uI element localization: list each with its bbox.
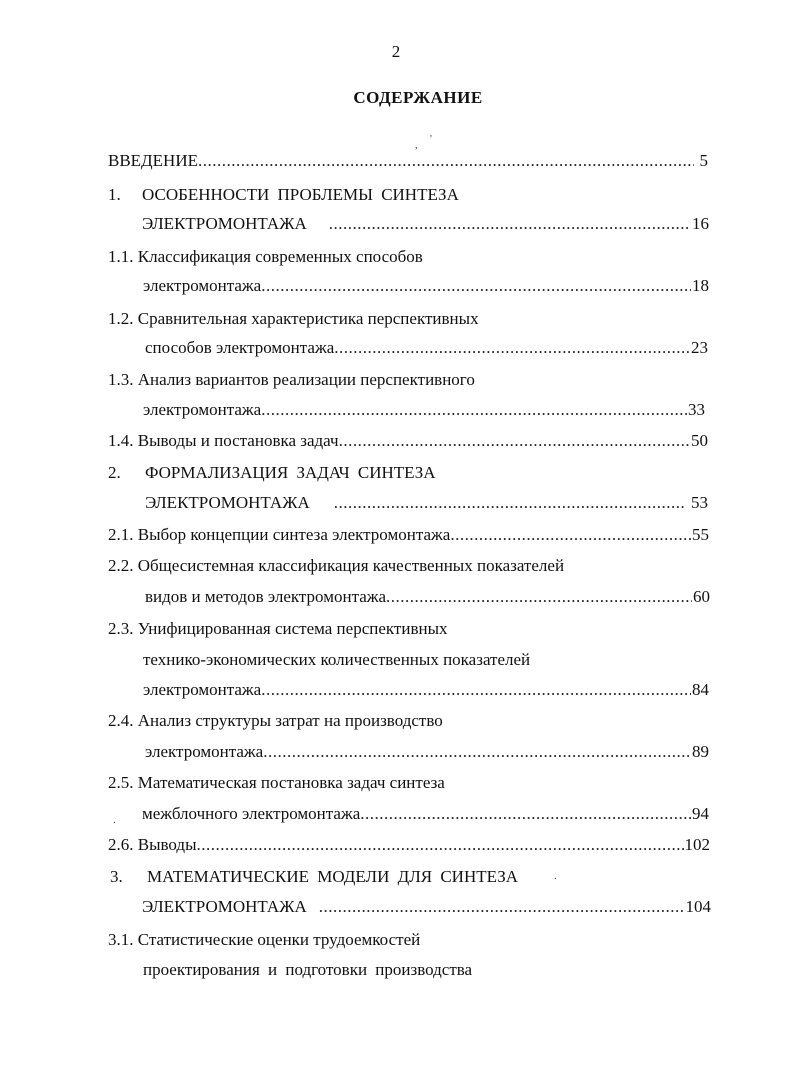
toc-entry-label: ВВЕДЕНИЕ	[108, 151, 198, 170]
toc-chapter-number: 3.	[110, 867, 123, 886]
scan-mark: '	[430, 133, 432, 145]
toc-entry-page: 53	[691, 493, 708, 512]
toc-title: СОДЕРЖАНИЕ	[353, 88, 483, 107]
toc-entry-heading: 1.1. Классификация современных способов	[108, 247, 423, 266]
toc-entry-label: видов и методов электромонтажа	[145, 587, 387, 606]
dot-leader	[198, 149, 694, 173]
toc-entry-label: 2.6. Выводы	[108, 835, 197, 854]
toc-entry-page: 60	[693, 587, 710, 606]
toc-entry-page: 84	[692, 680, 709, 699]
toc-entry-page: 50	[691, 431, 708, 450]
toc-entry-label: ЭЛЕКТРОМОНТАЖА	[142, 897, 307, 916]
toc-entry-1-1[interactable]	[143, 274, 709, 298]
toc-entry-label: межблочного электромонтажа	[142, 804, 361, 823]
toc-entry-chapter-3[interactable]	[142, 895, 711, 919]
toc-entry-heading-cont: технико-экономических количественных показателей	[143, 650, 531, 669]
toc-entry-label: способов электромонтажа	[145, 338, 335, 357]
toc-chapter-number: 2.	[108, 463, 121, 482]
dot-leader	[334, 336, 690, 360]
toc-entry-heading: 2.2. Общесистемная классификация качественных показателей	[108, 556, 565, 575]
toc-entry-label: электромонтажа	[143, 680, 262, 699]
dot-leader	[261, 678, 691, 702]
toc-entry-2-1[interactable]	[108, 523, 709, 547]
toc-entry-page: 16	[692, 214, 709, 233]
toc-entry-label: 1.4. Выводы и постановка задач	[108, 431, 339, 450]
toc-entry-introduction[interactable]	[108, 149, 708, 173]
toc-entry-heading: 2.3. Унифицированная система перспективных	[108, 619, 448, 638]
toc-entry-page: 89	[692, 742, 709, 761]
dot-leader	[261, 274, 691, 298]
toc-entry-heading: 2.5. Математическая постановка задач синтеза	[108, 773, 445, 792]
dot-leader	[261, 398, 687, 422]
toc-entry-1-4[interactable]	[108, 429, 708, 453]
toc-entry-page: 104	[685, 897, 711, 916]
toc-entry-page: 94	[692, 804, 709, 823]
toc-entry-1-2[interactable]	[145, 336, 708, 360]
dot-leader	[310, 491, 685, 515]
toc-entry-heading: 1.3. Анализ вариантов реализации перспективного	[108, 370, 475, 389]
dot-leader	[263, 740, 691, 764]
toc-chapter-title: МАТЕМАТИЧЕСКИЕ МОДЕЛИ ДЛЯ СИНТЕЗА	[147, 867, 518, 886]
toc-entry-page: 18	[692, 276, 709, 295]
toc-entry-page: 5	[699, 151, 708, 170]
dot-leader	[307, 212, 691, 236]
toc-entry-page: 33	[688, 400, 705, 419]
toc-chapter-number: 1.	[108, 185, 121, 204]
toc-entry-2-6[interactable]	[108, 833, 710, 857]
toc-entry-chapter-2[interactable]	[145, 491, 708, 515]
toc-entry-2-4[interactable]	[145, 740, 709, 764]
toc-entry-label: электромонтажа	[145, 742, 264, 761]
toc-entry-chapter-1[interactable]	[142, 212, 709, 236]
toc-entry-page: 23	[691, 338, 708, 357]
dot-leader	[360, 802, 691, 826]
dot-leader	[339, 429, 690, 453]
toc-chapter-title: ФОРМАЛИЗАЦИЯ ЗАДАЧ СИНТЕЗА	[145, 463, 436, 482]
dot-leader	[307, 895, 685, 919]
toc-entry-heading-cont: проектирования и подготовки производства	[143, 960, 473, 979]
toc-entry-label: 2.1. Выбор концепции синтеза электромонтажа	[108, 525, 451, 544]
toc-entry-1-3[interactable]	[143, 398, 705, 422]
toc-entry-page: 102	[684, 835, 710, 854]
toc-entry-2-2[interactable]	[145, 585, 710, 609]
scan-mark: ,	[415, 139, 418, 151]
toc-entry-label: электромонтажа	[143, 400, 262, 419]
toc-entry-label: ЭЛЕКТРОМОНТАЖА	[145, 493, 310, 512]
scan-mark: .	[554, 870, 557, 882]
toc-chapter-title: ОСОБЕННОСТИ ПРОБЛЕМЫ СИНТЕЗА	[142, 185, 459, 204]
dot-leader	[386, 585, 692, 609]
toc-entry-label: ЭЛЕКТРОМОНТАЖА	[142, 214, 307, 233]
toc-entry-heading: 2.4. Анализ структуры затрат на производство	[108, 711, 443, 730]
toc-entry-2-5[interactable]	[142, 802, 709, 826]
toc-entry-2-3[interactable]	[143, 678, 709, 702]
page-number: 2	[391, 42, 401, 61]
toc-entry-page: 55	[692, 525, 709, 544]
toc-entry-label: электромонтажа	[143, 276, 262, 295]
dot-leader	[197, 833, 684, 857]
dot-leader	[450, 523, 691, 547]
toc-entry-heading: 1.2. Сравнительная характеристика перспективных	[108, 309, 479, 328]
toc-entry-heading: 3.1. Статистические оценки трудоемкостей	[108, 930, 421, 949]
scan-mark: .	[113, 814, 116, 826]
